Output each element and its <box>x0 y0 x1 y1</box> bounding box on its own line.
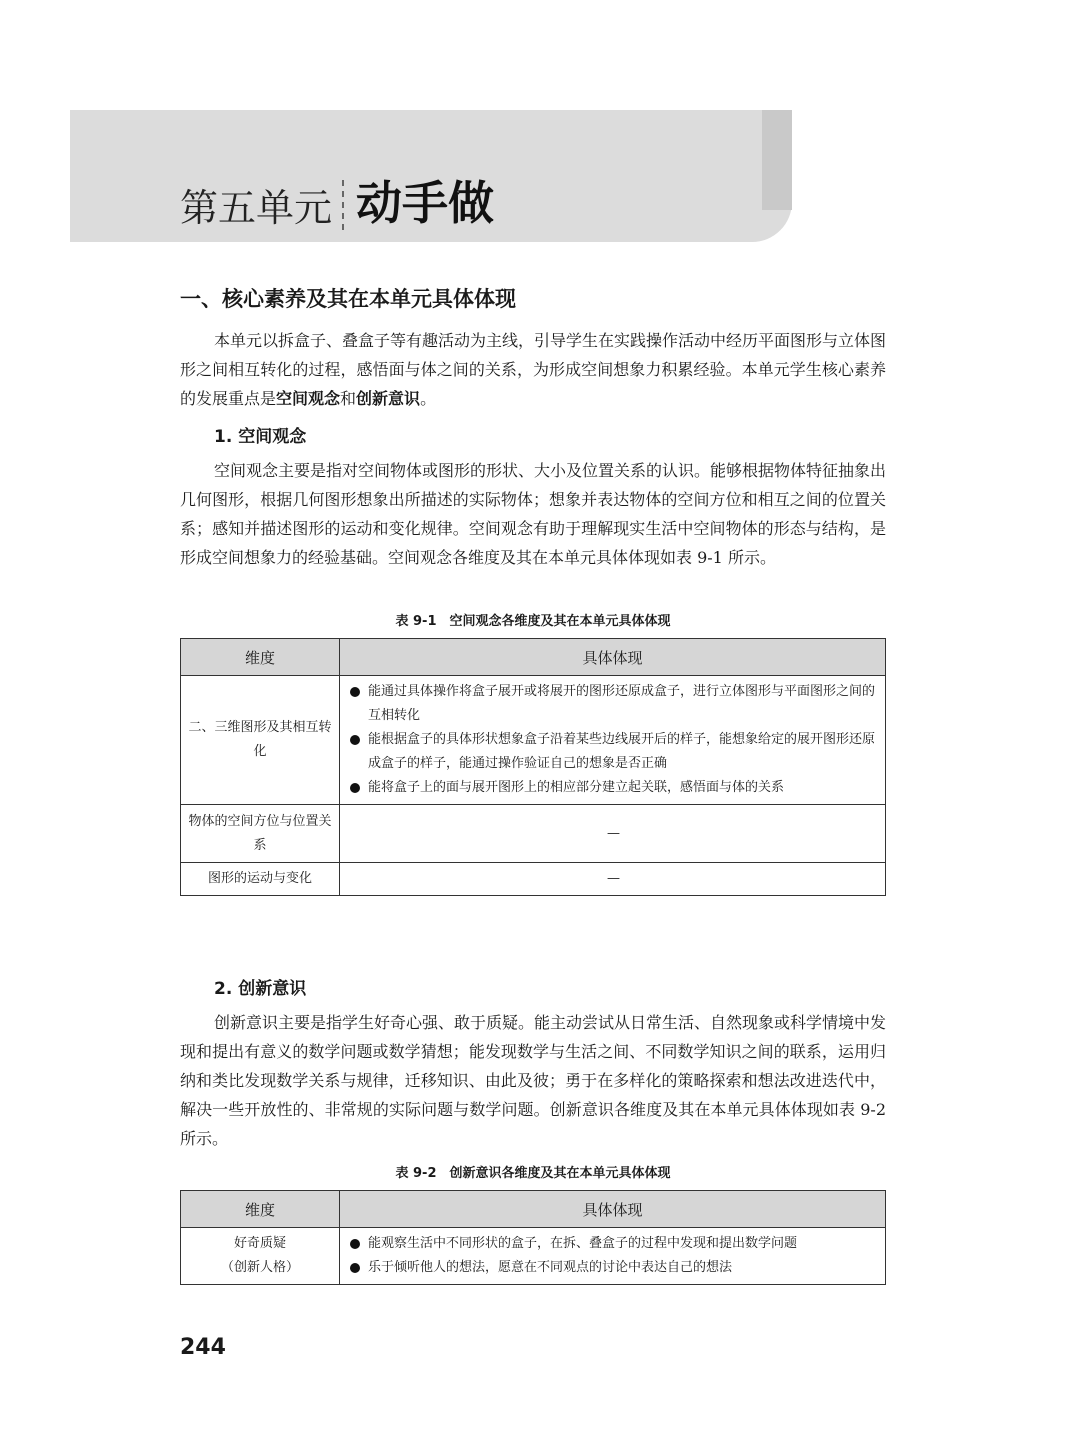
column-header: 维度 <box>181 1191 340 1228</box>
unit-separator <box>342 180 344 230</box>
dimension-cell <box>181 1228 340 1285</box>
table-spatial <box>180 638 886 896</box>
bold-term-innovation: 创新意识 <box>356 389 421 408</box>
list-item: 能通过具体操作将盒子展开或将展开的图形还原成盒子，进行立体图形与平面图形之间的互相转化 <box>350 680 877 728</box>
column-header: 具体体现 <box>340 1191 886 1228</box>
content-cell: — <box>340 863 886 896</box>
content-cell: — <box>340 805 886 863</box>
unit-label: 第五单元 <box>180 186 333 230</box>
column-header: 具体体现 <box>340 639 886 676</box>
page-number: 244 <box>180 1335 226 1360</box>
table-header-row <box>181 639 886 676</box>
dimension-line: 好奇质疑 <box>233 1236 286 1251</box>
subsection-heading-spatial: 1. 空间观念 <box>214 427 307 447</box>
list-item: 乐于倾听他人的想法，愿意在不同观点的讨论中表达自己的想法 <box>350 1256 877 1280</box>
table-caption: 表 9-1 空间观念各维度及其在本单元具体体现 <box>395 614 671 629</box>
bold-term-spatial: 空间观念 <box>276 389 341 408</box>
subsection-heading-innovation: 2. 创新意识 <box>214 979 307 999</box>
content-cell <box>340 676 886 805</box>
dimension-cell: 二、三维图形及其相互转化 <box>181 676 340 805</box>
table-row <box>181 805 886 863</box>
content-cell <box>340 1228 886 1285</box>
unit-title: 动手做 <box>356 176 494 230</box>
table-header-row <box>181 1191 886 1228</box>
dimension-cell: 图形的运动与变化 <box>181 863 340 896</box>
column-header: 维度 <box>181 639 340 676</box>
table-row <box>181 676 886 805</box>
table-row <box>181 863 886 896</box>
section-heading: 一、核心素养及其在本单元具体体现 <box>180 287 516 311</box>
paragraph-spatial: 空间观念主要是指对空间物体或图形的形状、大小及位置关系的认识。能够根据物体特征抽象出几何图形，根据几何图形想象出所描述的实际物体；想象并表达物体的空间方位和相互之间的位置关系；感知并描述图形的运动和变化规律。空间观念有助于理解现实生活中空间物体的形态与结构，是形成空间想象力的经验基础。空间观念各维度及其在本单元具体体现如表 9-1 所示。 <box>180 461 887 567</box>
list-item: 能根据盒子的具体形状想象盒子沿着某些边线展开后的样子，能想象给定的展开图形还原成盒子的样子，能通过操作验证自己的想象是否正确 <box>350 728 877 776</box>
dimension-cell: 物体的空间方位与位置关系 <box>181 805 340 863</box>
paragraph-innovation: 创新意识主要是指学生好奇心强、敢于质疑。能主动尝试从日常生活、自然现象或科学情境中发现和提出有意义的数学问题或数学猜想；能发现数学与生活之间、不同数学知识之间的联系，运用归纳和类比发现数学关系与规律，迁移知识、由此及彼；勇于在多样化的策略探索和想法改进迭代中，解决一些开放性的、非常规的实际问题与数学问题。创新意识各维度及其在本单元具体体现如表 9-2 所示。 <box>180 1013 887 1148</box>
banner-fold <box>762 110 792 210</box>
table-caption: 表 9-2 创新意识各维度及其在本单元具体体现 <box>395 1166 671 1181</box>
table-row <box>181 1228 886 1285</box>
list-item: 能将盒子上的面与展开图形上的相应部分建立起关联，感悟面与体的关系 <box>350 776 877 800</box>
list-item: 能观察生活中不同形状的盒子，在拆、叠盒子的过程中发现和提出数学问题 <box>350 1232 877 1256</box>
table-innovation <box>180 1190 886 1285</box>
dimension-line: （创新人格） <box>220 1260 299 1275</box>
section-intro: 本单元以拆盒子、叠盒子等有趣活动为主线，引导学生在实践操作活动中经历平面图形与立体图形之间相互转化的过程，感悟面与体之间的关系，为形成空间想象力积累经验。本单元学生核心素养的发展重点是空间观念和创新意识。 <box>180 331 887 408</box>
